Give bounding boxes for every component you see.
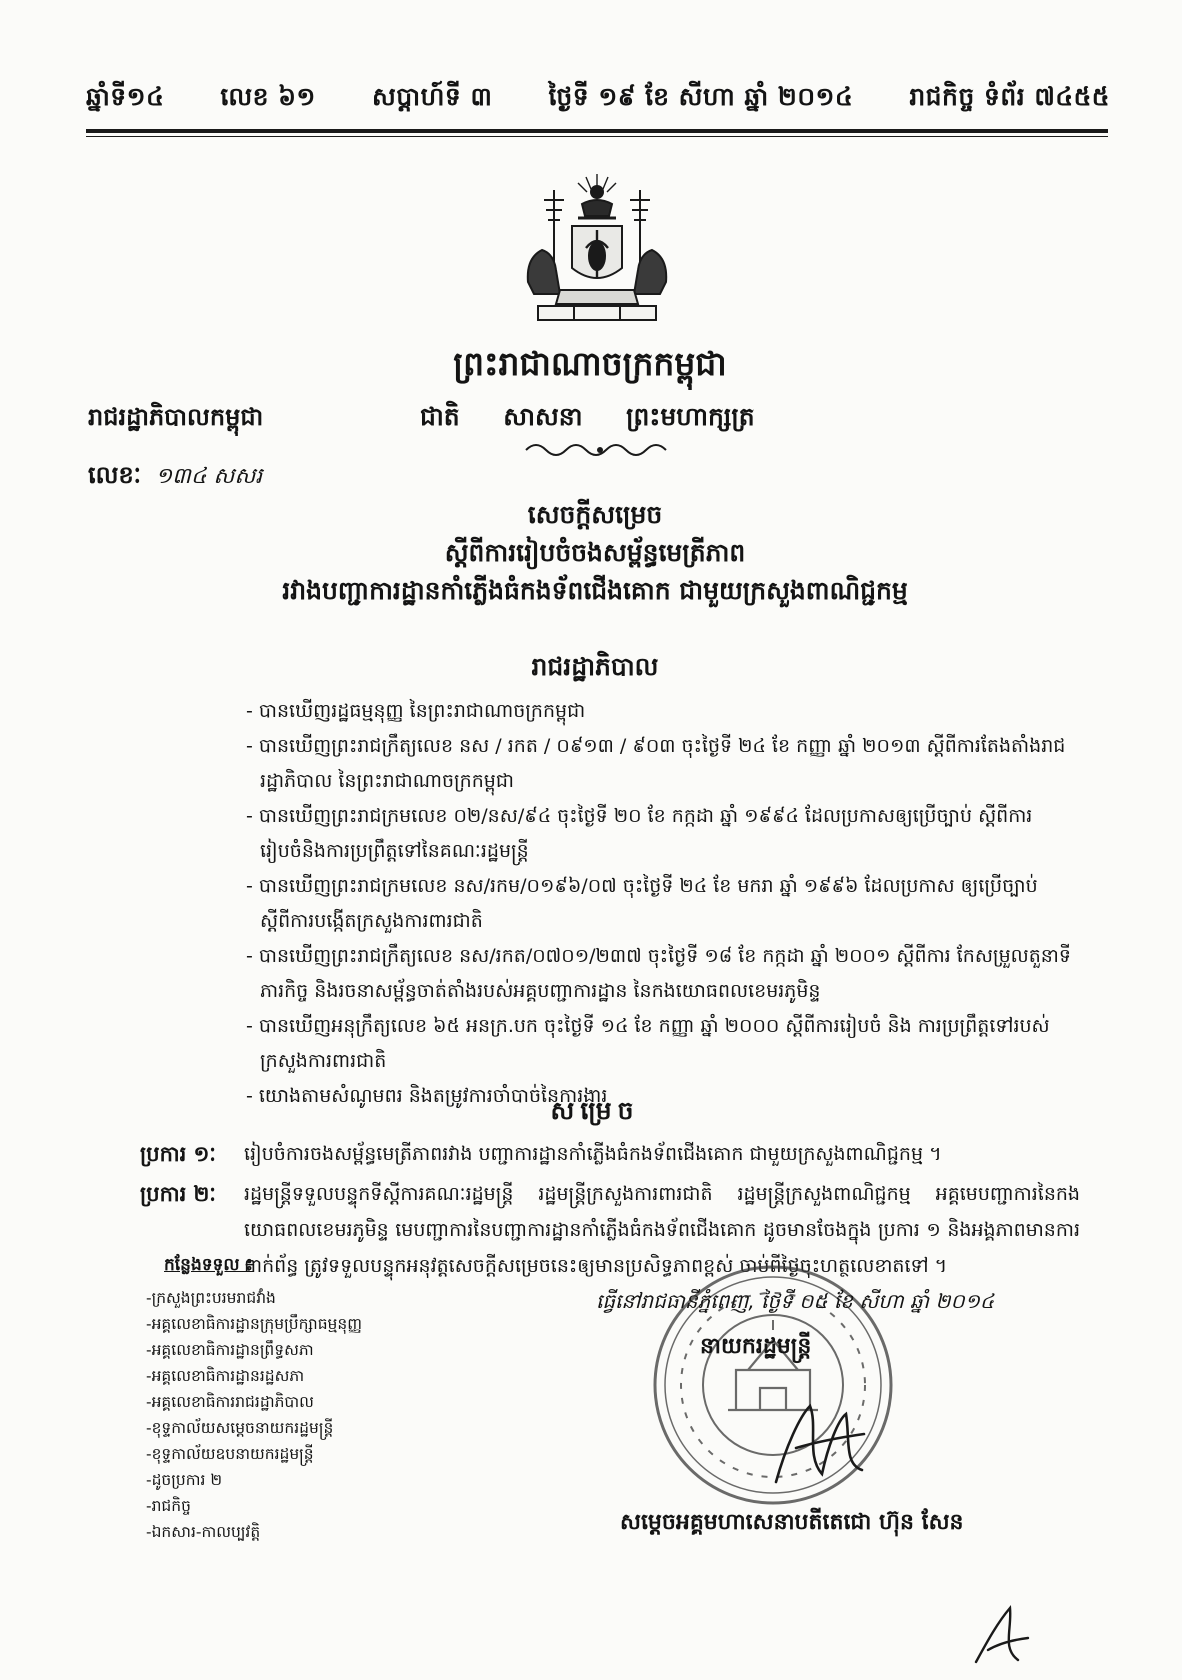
- recital-item: - បានឃើញព្រះរាជក្រឹត្យលេខ នស / រកត / ០៩១៣ / ៩០៣ ចុះថ្ងៃទី ២៤ ខែ កញ្ញា ឆ្នាំ ២០១៣ ស្តីពីការតែងតាំងរាជរដ្ឋាភិបាល នៃព្រះរាជាណាចក្រកម្ពុជា: [246, 735, 1066, 792]
- recital-item: - បានឃើញព្រះរាជក្រមលេខ នស/រកម/០១៩៦/០៧ ចុះថ្ងៃទី ២៤ ខែ មករា ឆ្នាំ ១៩៩៦ ដែលប្រកាស ឲ្យប្រើច្បាប់ ស្តីពីការបង្កើតក្រសួងការពារជាតិ: [246, 875, 1038, 932]
- recipient-item: -ខុទ្ទកាល័យឧបនាយករដ្ឋមន្ត្រី: [146, 1445, 314, 1463]
- corner-initials-icon: [968, 1600, 1038, 1670]
- recipients-heading: កន្លែងទទួល ៖: [164, 1255, 253, 1275]
- article-label: ប្រការ ២ៈ: [140, 1182, 216, 1206]
- decides-heading: សម្រេច: [550, 1096, 640, 1125]
- motto-ornament-icon: [520, 438, 680, 460]
- recipient-item: -ឯកសារ-កាលប្បវត្តិ: [146, 1523, 261, 1541]
- issuer-heading: រាជរដ្ឋាភិបាល: [531, 652, 659, 681]
- recital-item: - បានឃើញព្រះរាជក្រមលេខ ០២/នស/៩៤ ចុះថ្ងៃទី ២០ ខែ កក្កដា ឆ្នាំ ១៩៩៤ ដែលប្រកាសឲ្យប្រើច្បាប់ ស្តីពីការរៀបចំនិងការប្រព្រឹត្តទៅនៃគណៈរដ្ឋមន្ត្រី: [246, 805, 1033, 862]
- article-label: ប្រការ ១ៈ: [140, 1142, 216, 1166]
- recipient-item: -ខុទ្ទកាល័យសម្តេចនាយករដ្ឋមន្ត្រី: [146, 1419, 334, 1437]
- recipient-item: -ដូចប្រការ ២: [146, 1471, 223, 1489]
- article-text: រៀបចំការចងសម្ព័ន្ធមេត្រីភាពរវាង បញ្ជាការដ្ឋានកាំភ្លើងធំកងទ័ពជើងគោក ជាមួយក្រសួងពាណិជ្ជកម្ម ។: [244, 1143, 942, 1165]
- recital-item: - បានឃើញអនុក្រឹត្យលេខ ៦៥ អនក្រ.បក ចុះថ្ងៃទី ១៤ ខែ កញ្ញា ឆ្នាំ ២០០០ ស្តីពីការរៀបចំ និង ការប្រព្រឹត្តទៅរបស់ក្រសួងការពារជាតិ: [246, 1015, 1050, 1072]
- recipients-list: [146, 1285, 406, 1545]
- recipient-item: -អគ្គលេខាធិការរាជរដ្ឋាភិបាល: [146, 1393, 314, 1411]
- motto-nation: ជាតិ: [420, 402, 460, 431]
- gazette-week: សប្តាហ៍ទី ៣: [371, 82, 493, 111]
- document-number-value: ១៣៤ សសរ: [155, 464, 263, 489]
- recipient-item: -អគ្គលេខាធិការដ្ឋានរដ្ឋសភា: [146, 1367, 305, 1385]
- signing-dateline: ធ្វើនៅរាជធានីភ្នំពេញ, ថ្ងៃទី ០៥ ខែ សីហា ឆ្នាំ ២០១៤: [596, 1289, 995, 1313]
- motto-king: ព្រះមហាក្សត្រ: [626, 402, 755, 431]
- recipient-item: -រាជកិច្ច: [146, 1497, 191, 1515]
- recitals-list: [246, 694, 1072, 1114]
- decision-subject-line1: ស្តីពីការរៀបចំចងសម្ព័ន្ធមេត្រីភាព: [444, 538, 746, 567]
- signatory-title: នាយករដ្ឋមន្ត្រី: [700, 1334, 812, 1359]
- gazette-header: [86, 82, 1110, 118]
- recital-item: - បានឃើញព្រះរាជក្រឹត្យលេខ នស/រកត/០៧០១/២៣៧ ចុះថ្ងៃទី ១៨ ខែ កក្កដា ឆ្នាំ ២០០១ ស្តីពីការ កែសម្រួលតួនាទី ភារកិច្ច និងរចនាសម្ព័ន្ធចាត់តាំងរបស់អគ្គបញ្ជាការដ្ឋាន នៃកងយោធពលខេមរភូមិន្ទ: [246, 945, 1071, 1002]
- article-1: [140, 1136, 1080, 1172]
- royal-emblem-icon: [520, 170, 674, 330]
- government-name: រាជរដ្ឋាភិបាលកម្ពុជា: [88, 403, 264, 431]
- gazette-volume: ឆ្នាំទី១៤: [86, 82, 165, 111]
- header-rule-thin: [86, 136, 1108, 137]
- national-motto: [420, 402, 755, 438]
- document-number: [88, 460, 262, 495]
- gazette-page: រាជកិច្ច ទំព័រ ៧៤៥៥: [909, 82, 1110, 111]
- motto-religion: សាសនា: [503, 402, 583, 431]
- recipient-item: -ក្រសួងព្រះបរមរាជវាំង: [146, 1289, 276, 1307]
- gazette-issue: លេខ ៦១: [220, 82, 316, 111]
- handwritten-signature-icon: [766, 1386, 876, 1496]
- recital-item: - យោងតាមសំណូមពរ និងតម្រូវការចាំបាច់នៃការងារ: [246, 1085, 608, 1107]
- signatory-name: សម្តេចអគ្គមហាសេនាបតីតេជោ ហ៊ុន សែន: [620, 1510, 964, 1535]
- recital-item: - បានឃើញរដ្ឋធម្មនុញ្ញ នៃព្រះរាជាណាចក្រកម្ពុជា: [246, 700, 586, 722]
- recipients-block: [146, 1254, 406, 1545]
- document-number-label: លេខៈ: [88, 461, 142, 489]
- article-text: រដ្ឋមន្ត្រីទទួលបន្ទុកទីស្តីការគណៈរដ្ឋមន្ត្រី រដ្ឋមន្ត្រីក្រសួងការពារជាតិ រដ្ឋមន្ត្រីក្រសួងពាណិជ្ជកម្ម អគ្គមេបញ្ជាការនៃកងយោធពលខេមរភូមិន្ទ មេបញ្ជាការនៃបញ្ជាការដ្ឋានកាំភ្លើងធំកងទ័ពជើងគោក ដូចមានចែងក្នុង ប្រការ ១ និងអង្គភាពមានការពាក់ព័ន្ធ ត្រូវទទួលបន្ទុកអនុវត្តសេចក្តីសម្រេចនេះឲ្យមានប្រសិទ្ធភាពខ្ពស់ ចាប់ពីថ្ងៃចុះហត្ថលេខាតទៅ ។: [244, 1183, 1080, 1277]
- recipient-item: -អគ្គលេខាធិការដ្ឋានក្រុមប្រឹក្សាធម្មនុញ្ញ: [146, 1315, 362, 1333]
- decision-heading: សេចក្តីសម្រេច: [527, 500, 663, 529]
- header-rule-thick: [86, 129, 1108, 133]
- kingdom-name: ព្រះរាជាណាចក្រកម្ពុជា: [453, 344, 727, 383]
- gazette-date: ថ្ងៃទី ១៩ ខែ សីហា ឆ្នាំ ២០១៤: [548, 82, 854, 111]
- recipient-item: -អគ្គលេខាធិការដ្ឋានព្រឹទ្ធសភា: [146, 1341, 314, 1359]
- decision-subject-line2: រវាងបញ្ជាការដ្ឋានកាំភ្លើងធំកងទ័ពជើងគោក ជាមួយក្រសួងពាណិជ្ជកម្ម: [282, 576, 908, 605]
